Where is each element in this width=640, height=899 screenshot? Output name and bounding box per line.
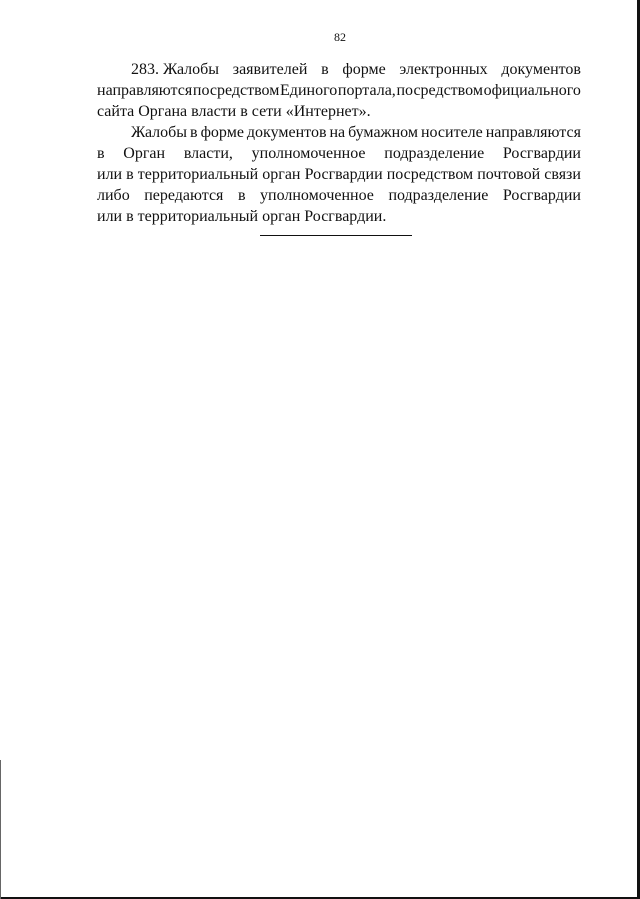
- word: форме: [200, 124, 244, 141]
- word: Жалобы: [131, 124, 188, 141]
- word: в: [321, 61, 329, 78]
- word: посредством: [386, 166, 474, 183]
- text-line: [97, 164, 581, 185]
- text-line: [97, 206, 581, 227]
- word: подразделение: [384, 145, 485, 162]
- word: почтовой: [477, 166, 541, 183]
- word: в: [190, 124, 198, 141]
- word: портала,: [337, 82, 396, 99]
- word: форме: [342, 61, 386, 78]
- word: электронных: [399, 61, 488, 78]
- word: территориальный: [137, 166, 259, 183]
- word: Росгвардии: [502, 187, 581, 204]
- text-line: [97, 59, 581, 80]
- word: заявителей: [232, 61, 308, 78]
- word: подразделение: [388, 187, 489, 204]
- word: Росгвардии: [502, 145, 581, 162]
- page-number: 82: [334, 30, 346, 44]
- word: уполномоченное: [251, 145, 366, 162]
- line-text: или в территориальный орган Росгвардии.: [97, 208, 387, 225]
- word: орган: [262, 166, 301, 183]
- end-separator-line: [260, 235, 412, 236]
- word: Орган: [123, 145, 166, 162]
- word: направляются: [485, 124, 581, 141]
- text-line: [97, 101, 581, 122]
- text-line: [97, 185, 581, 206]
- text-line: [97, 122, 581, 143]
- word: или: [97, 166, 123, 183]
- word: власти,: [183, 145, 233, 162]
- word: в: [97, 145, 105, 162]
- body-text: [97, 59, 581, 227]
- word: документов: [501, 61, 581, 78]
- word: посредством: [396, 82, 483, 99]
- word: направляются: [97, 82, 193, 99]
- word: 283. Жалобы: [131, 61, 220, 78]
- word: посредством: [192, 82, 280, 99]
- scan-edge-left: [0, 760, 1, 899]
- word: в: [237, 187, 246, 204]
- word: уполномоченное: [260, 187, 374, 204]
- word: либо: [97, 187, 130, 204]
- word: связи: [544, 166, 581, 183]
- word: Единого: [280, 82, 338, 99]
- word: бумажном: [348, 124, 418, 141]
- text-line: [97, 80, 581, 101]
- word: передаются: [144, 187, 224, 204]
- word: носителе: [420, 124, 483, 141]
- word: Росгвардии: [304, 166, 383, 183]
- word: документов: [246, 124, 327, 141]
- word: официального: [483, 82, 581, 99]
- word: в: [126, 166, 134, 183]
- line-text: сайта Органа власти в сети «Интернет».: [97, 103, 371, 120]
- text-line: [97, 143, 581, 164]
- word: на: [329, 124, 346, 141]
